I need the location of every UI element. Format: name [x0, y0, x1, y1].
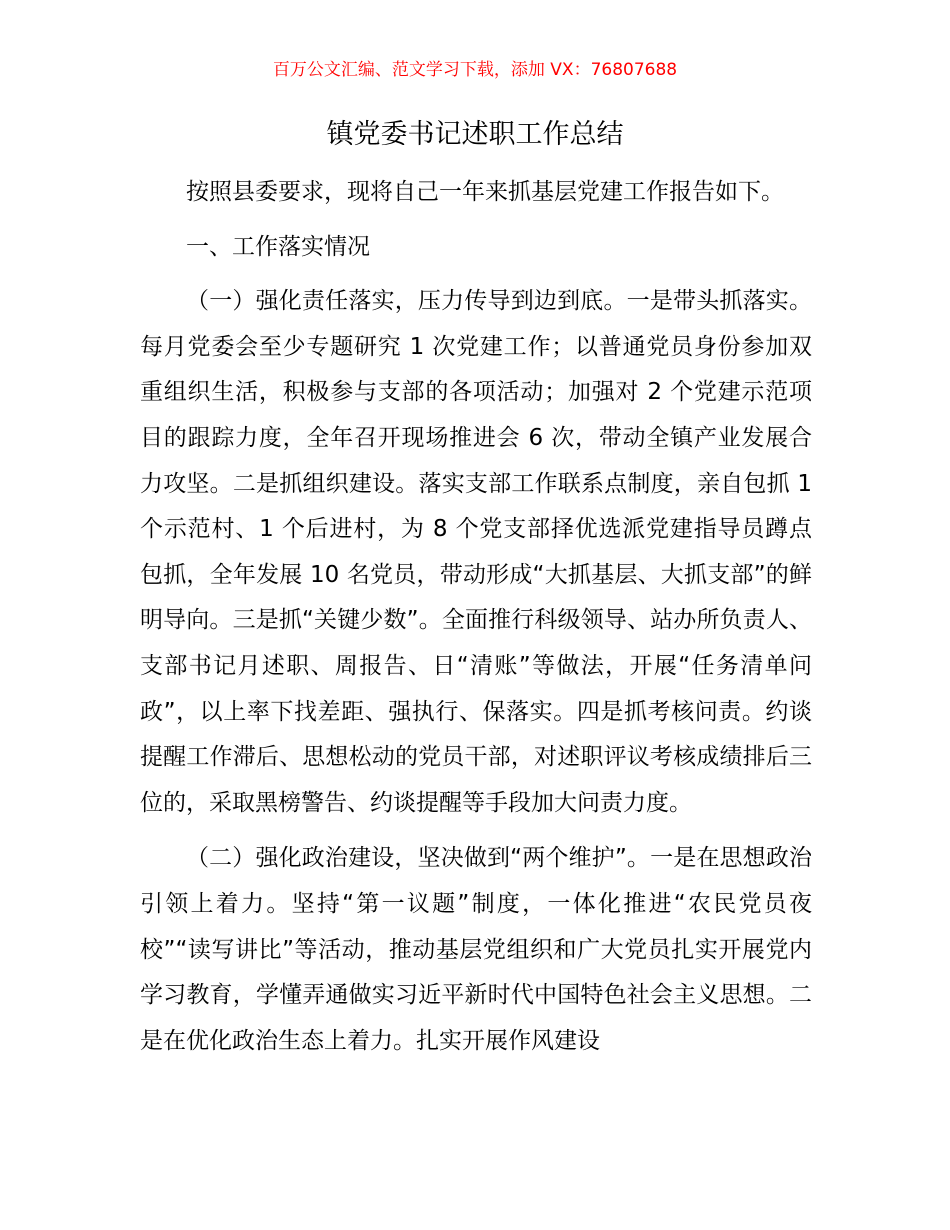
body-paragraph: （二）强化政治建设，坚决做到“两个维护”。一是在思想政治引领上着力。坚持“第一议题”制度，一体化推进“农民党员夜校”“读写讲比”等活动，推动基层党组织和广大党员扎实开展党内学习教育，学懂弄通做实习近平新时代中国特色社会主义思想。二是在优化政治生态上着力。扎实开展作风建设 — [140, 845, 812, 1054]
body-paragraph: （一）强化责任落实，压力传导到边到底。一是带头抓落实。每月党委会至少专题研究 1 次党建工作；以普通党员身份参加双重组织生活，积极参与支部的各项活动；加强对 2 个党建示范项目的跟踪力度，全年召开现场推进会 6 次，带动全镇产业发展合力攻坚。二是抓组织建设。落实支部工作联系点制度，亲自包抓 1 个示范村、1 个后进村，为 8 个党支部择优选派党建指导员蹲点包抓，全年发展 10 名党员，带动形成“大抓基层、大抓支部”的鲜明导向。三是抓“关键少数”。全面推行科级领导、站办所负责人、支部书记月述职、周报告、日“清账”等做法，开展“任务清单问政”，以上率下找差距、强执行、保落实。四是抓考核问责。约谈提醒工作滞后、思想松动的党员干部，对述职评议考核成绩排后三位的，采取黑榜警告、约谈提醒等手段加大问责力度。 — [140, 288, 812, 816]
document-body — [140, 170, 812, 1074]
header-watermark-note: 百万公文汇编、范文学习下载，添加 VX：76807688 — [272, 60, 678, 80]
intro-paragraph: 按照县委要求，现将自己一年来抓基层党建工作报告如下。 — [186, 179, 784, 205]
section-heading: 一、工作落实情况 — [186, 233, 370, 260]
document-title: 镇党委书记述职工作总结 — [326, 119, 624, 150]
